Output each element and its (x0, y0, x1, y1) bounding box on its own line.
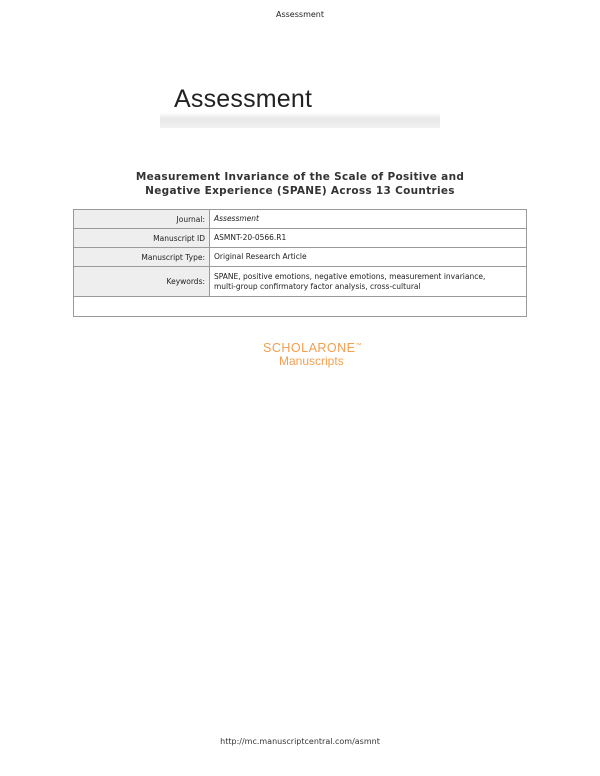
manuscript-type-row (74, 248, 526, 267)
banner-title: Assessment (174, 85, 313, 113)
logo-top (263, 339, 383, 355)
keywords-row (74, 267, 526, 297)
footer-url[interactable]: http://mc.manuscriptcentral.com/asmnt (220, 737, 380, 746)
journal-value: Assessment (214, 214, 259, 223)
manuscript-type-label: Manuscript Type: (74, 248, 210, 266)
keywords-line-2: multi-group confirmatory factor analysis, cross-cultural (214, 281, 421, 291)
manuscript-id-label: Manuscript ID (74, 229, 210, 247)
running-head: Assessment (276, 10, 324, 19)
keywords-label: Keywords: (74, 267, 210, 296)
manuscript-title (0, 170, 600, 198)
manuscript-id-row (74, 229, 526, 248)
manuscript-info-table (73, 209, 527, 317)
keywords-line-1: SPANE, positive emotions, negative emotions, measurement invariance, (214, 271, 486, 281)
logo-bottom: Manuscripts (279, 354, 344, 369)
scholarone-logo (263, 339, 383, 368)
journal-row (74, 210, 526, 229)
manuscript-type-value: Original Research Article (214, 252, 307, 261)
title-line-2: Negative Experience (SPANE) Across 13 Countries (145, 185, 455, 197)
title-line-1: Measurement Invariance of the Scale of Positive and (135, 171, 465, 183)
logo-trademark: ™ (355, 343, 363, 349)
manuscript-id-value: ASMNT-20-0566.R1 (214, 233, 287, 242)
empty-row (74, 297, 526, 316)
keywords-value (210, 267, 526, 296)
journal-banner (160, 82, 440, 128)
journal-label: Journal: (74, 210, 210, 228)
logo-top-text: SCHOLARONE (263, 341, 356, 356)
